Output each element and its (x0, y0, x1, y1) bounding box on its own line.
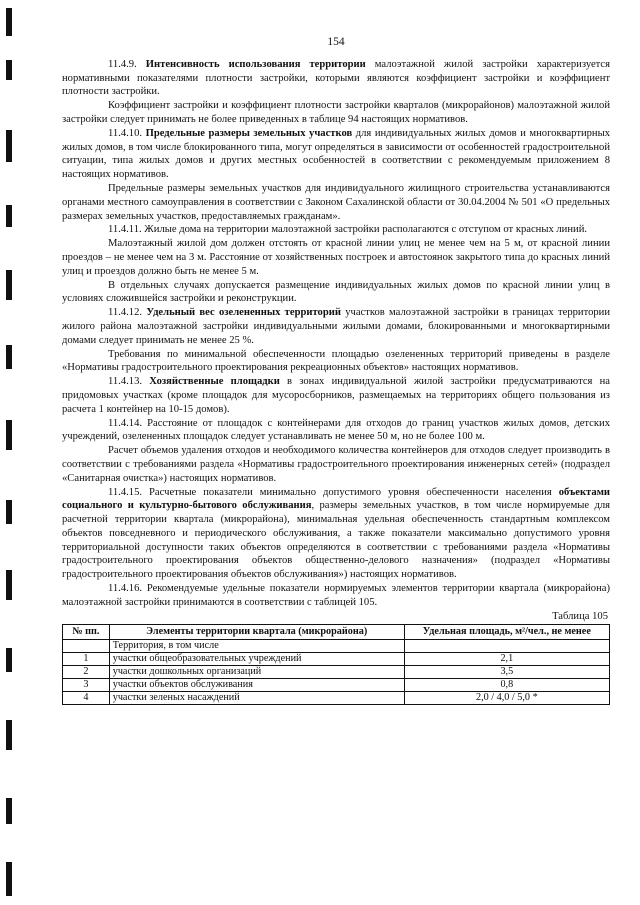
paragraph-text: участков малоэтажной застройки в границах территории жилого района малоэтажной застройки индивидуальными жилыми домами, блокированными и многоквартирными домами следует принимать не менее 25 %. (62, 307, 611, 346)
scan-edge-mark (6, 420, 12, 450)
paragraph-text: Предельные размеры земельных участков для индивидуального жилищного строительства устанавливаются органами местного самоуправления в соответствии с Законом Сахалинской области от 30.04.2004 № 501 «О предельных размерах земельных участков, предоставляемых гражданам». (62, 182, 610, 222)
row-number: 1 (63, 653, 110, 666)
row-number: 3 (63, 679, 110, 692)
norms-table (62, 624, 610, 705)
scan-edge-mark (6, 648, 12, 672)
table-row (63, 692, 610, 705)
paragraph-p-11-4-9 (62, 58, 610, 99)
paragraph-text: малоэтажной жилой застройки характеризуется нормативными показателями плотности застройки, которыми являются коэффициент застройки и коэффициент плотности застройки. (62, 58, 611, 98)
page-number: 154 (327, 36, 345, 48)
clause-number: 11.4.10. (108, 127, 146, 139)
paragraph-p-11-4-14b (62, 444, 610, 485)
paragraph-p-11-4-10b (62, 182, 610, 223)
paragraph-text: в зонах индивидуальной жилой застройки предусматриваются на придомовых участках (кроме площадок для мусоросборников, размещаемых на территориях общего пользования из расчета 1 контейнер на 10-15 домов). (62, 376, 610, 415)
paragraph-text: Расстояние от площадок с контейнерами для отходов до границ участков жилых домов, детских учреждений, озелененных площадок следует устанавливать не менее 50 м, но не более 100 м. (62, 417, 610, 443)
term-heading: Предельные размеры земельных участков (145, 127, 353, 139)
paragraph-p-11-4-11b (62, 237, 610, 278)
document-body (62, 58, 610, 610)
scan-edge-mark (6, 720, 12, 750)
term-heading: объектами социального и культурно-бытового обслуживания (62, 486, 611, 512)
paragraph-p-11-4-9b (62, 99, 610, 127)
paragraph-p-11-4-11 (62, 223, 610, 237)
row-number (63, 640, 110, 653)
clause-number: 11.4.12. (108, 307, 147, 319)
document-page (62, 36, 610, 705)
paragraph-p-11-4-16 (62, 582, 610, 610)
table-row (63, 679, 610, 692)
paragraph-p-11-4-15 (62, 486, 610, 583)
row-area-value: 0,8 (404, 679, 609, 692)
scan-edge-mark (6, 570, 12, 600)
clause-number: 11.4.9. (108, 58, 146, 70)
paragraph-p-11-4-10 (62, 127, 610, 182)
term-heading: Удельный вес озелененных территорий (146, 307, 341, 319)
scan-edge-mark (6, 130, 12, 162)
table-row (63, 666, 610, 679)
paragraph-text: Коэффициент застройки и коэффициент плотности застройки кварталов (микрорайонов) малоэтажной жилой застройки следует принимать не более приведенных в таблице 94 настоящих нормативов. (62, 100, 610, 125)
clause-number: 11.4.13. (108, 376, 150, 388)
row-element: Территория, в том числе (109, 640, 404, 653)
paragraph-p-11-4-12 (62, 306, 610, 347)
paragraph-text: , размеры земельных участков, в том числе нормируемые для расчетной территории квартала (микрорайона), минимальная удельная обеспеченность стандартным комплексом объектов повседневного и периодического обслуживания, а также показатели максимально допустимого уровня территориальной доступности таких объектов определяются в соответствии с требованиями раздела «Нормативы градостроительного проектирования объектов общественно-делового назначения» (подраздел «Нормативы градостроительного проектирования объектов обслуживания») настоящих нормативов. (62, 500, 610, 581)
paragraph-p-11-4-14 (62, 417, 610, 445)
paragraph-text: Жилые дома на территории малоэтажной застройки располагаются с отступом от красных линий. (144, 224, 588, 236)
row-area-value: 2,0 / 4,0 / 5,0 * (404, 692, 609, 705)
paragraph-p-11-4-13 (62, 375, 610, 416)
row-area-value (404, 640, 609, 653)
paragraph-text: В отдельных случаях допускается размещение индивидуальных жилых домов по красной линии улиц в условиях сложившейся застройки и реконструкции. (62, 279, 610, 305)
paragraph-text: Требования по минимальной обеспеченности площадью озелененных территорий приведены в разделе «Нормативы градостроительного проектирования рекреационных объектов» настоящих нормативов. (62, 348, 610, 374)
paragraph-text: Рекомендуемые удельные показатели нормируемых элементов территории квартала (микрорайона) малоэтажной застройки принимаются в соответствии с таблицей 105. (62, 583, 610, 608)
paragraph-text: для индивидуальных жилых домов и многоквартирных жилых домов, в том числе блокированного типа, могут определяться в зависимости от особенностей градостроительной ситуации, типа жилых домов и других местных особенностей в соответствии с рекомендуемым приложением 8 настоящих нормативов. (62, 127, 611, 181)
scan-edge-mark (6, 8, 12, 36)
paragraph-text: Расчетные показатели минимально допустимого уровня обеспеченности населения (149, 486, 559, 498)
row-element: участки общеобразовательных учреждений (109, 653, 404, 666)
paragraph-text: Расчет объемов удаления отходов и необходимого количества контейнеров для отходов следует производить в соответствии с требованиями раздела «Нормативы градостроительного проектирования инженерных сетей» (подраздел «Санитарная очистка») настоящих нормативов. (62, 445, 610, 484)
clause-number: 11.4.15. (108, 486, 150, 498)
scan-edge-mark (6, 345, 12, 369)
row-element: участки дошкольных организаций (109, 666, 404, 679)
row-element: участки зеленых насаждений (109, 692, 404, 705)
term-heading: Интенсивность использования территории (145, 58, 366, 70)
clause-number: 11.4.11. (108, 224, 145, 236)
scan-edge-mark (6, 270, 12, 300)
row-element: участки объектов обслуживания (109, 679, 404, 692)
table-caption: Таблица 105 (552, 610, 608, 622)
column-header-element: Элементы территории квартала (микрорайона) (109, 625, 404, 640)
scan-edge-mark (6, 60, 12, 80)
paragraph-p-11-4-11c (62, 279, 610, 307)
scan-edge-mark (6, 205, 12, 227)
table-header-row (63, 625, 610, 640)
table-row (63, 640, 610, 653)
term-heading: Хозяйственные площадки (149, 376, 280, 388)
row-number: 4 (63, 692, 110, 705)
scan-edge-mark (6, 862, 12, 896)
table-row (63, 653, 610, 666)
row-area-value: 2,1 (404, 653, 609, 666)
clause-number: 11.4.16. (108, 583, 147, 595)
scan-edge-mark (6, 500, 12, 524)
paragraph-p-11-4-12b (62, 348, 610, 376)
row-number: 2 (63, 666, 110, 679)
paragraph-text: Малоэтажный жилой дом должен отстоять от красной линии улиц не менее чем на 5 м, от красной линии проездов – не менее чем на 3 м. Расстояние от хозяйственных построек и автостоянок закрытого типа до красных линий улиц и проездов должно быть не менее 5 м. (62, 238, 610, 277)
row-area-value: 3,5 (404, 666, 609, 679)
scan-edge-mark (6, 798, 12, 824)
clause-number: 11.4.14. (108, 417, 148, 429)
column-header-number: № пп. (63, 625, 110, 640)
column-header-area: Удельная площадь, м²/чел., не менее (404, 625, 609, 640)
